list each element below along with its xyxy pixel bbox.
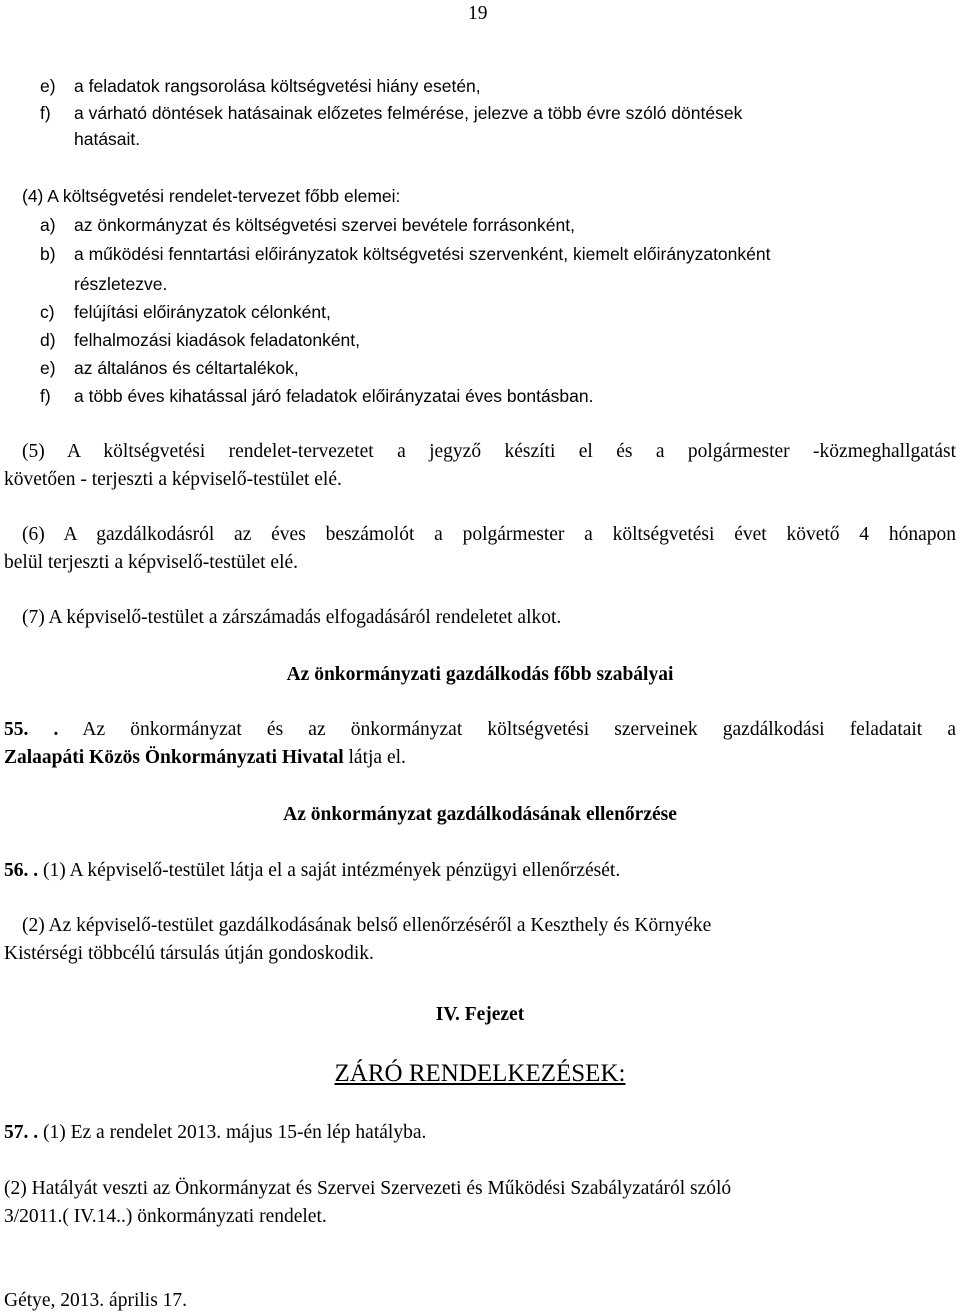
office-name: Zalaapáti Közös Önkormányzati Hivatal: [4, 747, 344, 768]
list-item-e: e) a feladatok rangsorolása költségvetési hiány esetén,: [40, 76, 481, 96]
paragraph-6-line-1: (6) A gazdálkodásról az éves beszámolót a polgármester a költségvetési évet követő 4 hónapon: [22, 524, 956, 545]
section-4-heading: (4) A költségvetési rendelet-tervezet főbb elemei:: [22, 186, 401, 206]
heading-management-rules: Az önkormányzati gazdálkodás főbb szabályai: [286, 664, 674, 685]
section-4-item-d: d) felhalmozási kiadások feladatonként,: [40, 330, 361, 350]
place-and-date: Gétye, 2013. április 17.: [4, 1290, 188, 1311]
section-4-item-e: e) az általános és céltartalékok,: [40, 358, 299, 378]
list-item-f: f) a várható döntések hatásainak előzetes felmérése, jelezve a több évre szóló döntések: [40, 103, 743, 123]
chapter-heading: IV. Fejezet: [435, 1004, 525, 1025]
section-57-sub2-line-1: (2) Hatályát veszti az Önkormányzat és Szervei Szervezeti és Működési Szabályzatáról szóló: [4, 1178, 732, 1199]
section-4-item-c: c) felújítási előirányzatok célonként,: [40, 302, 331, 322]
paragraph-5-line-1: (5) A költségvetési rendelet-tervezetet a jegyző készíti el és a polgármester -közmeghallgatást: [22, 441, 956, 462]
section-55-line-1: 55. . Az önkormányzat és az önkormányzat költségvetési szerveinek gazdálkodási feladatait a: [4, 719, 956, 740]
section-55-line-2: Zalaapáti Közös Önkormányzati Hivatal látja el.: [4, 747, 406, 768]
section-4-item-a: a) az önkormányzat és költségvetési szervei bevétele forrásonként,: [40, 215, 575, 235]
paragraph-7: (7) A képviselő-testület a zárszámadás elfogadásáról rendeletet alkot.: [22, 607, 562, 628]
section-4-item-b: b) a működési fenntartási előirányzatok költségvetési szervenként, kiemelt előirányzatonként: [40, 244, 771, 264]
paragraph-6-line-2: belül terjeszti a képviselő-testület elé.: [4, 552, 299, 573]
section-56-line-1: 56. . (1) A képviselő-testület látja el a saját intézmények pénzügyi ellenőrzését.: [4, 860, 621, 881]
section-57-sub2-line-2: 3/2011.( IV.14..) önkormányzati rendelet.: [4, 1206, 327, 1227]
page-number: 19: [468, 3, 488, 24]
heading-management-control: Az önkormányzat gazdálkodásának ellenőrzése: [283, 804, 677, 825]
section-57-line-1: 57. . (1) Ez a rendelet 2013. május 15-én lép hatályba.: [4, 1122, 427, 1143]
section-56-sub2-line-1: (2) Az képviselő-testület gazdálkodásának belső ellenőrzéséről a Keszthely és Környéke: [22, 915, 712, 936]
section-4-item-b-continuation: részletezve.: [74, 274, 168, 294]
section-4-item-f: f) a több éves kihatással járó feladatok előirányzatai éves bontásban.: [40, 386, 594, 406]
list-item-f-continuation: hatásait.: [74, 129, 141, 149]
paragraph-5-line-2: követően - terjeszti a képviselő-testület elé.: [4, 469, 342, 490]
section-56-sub2-line-2: Kistérségi többcélú társulás útján gondoskodik.: [4, 943, 374, 964]
closing-provisions-title: ZÁRÓ RENDELKEZÉSEK:: [334, 1060, 626, 1087]
